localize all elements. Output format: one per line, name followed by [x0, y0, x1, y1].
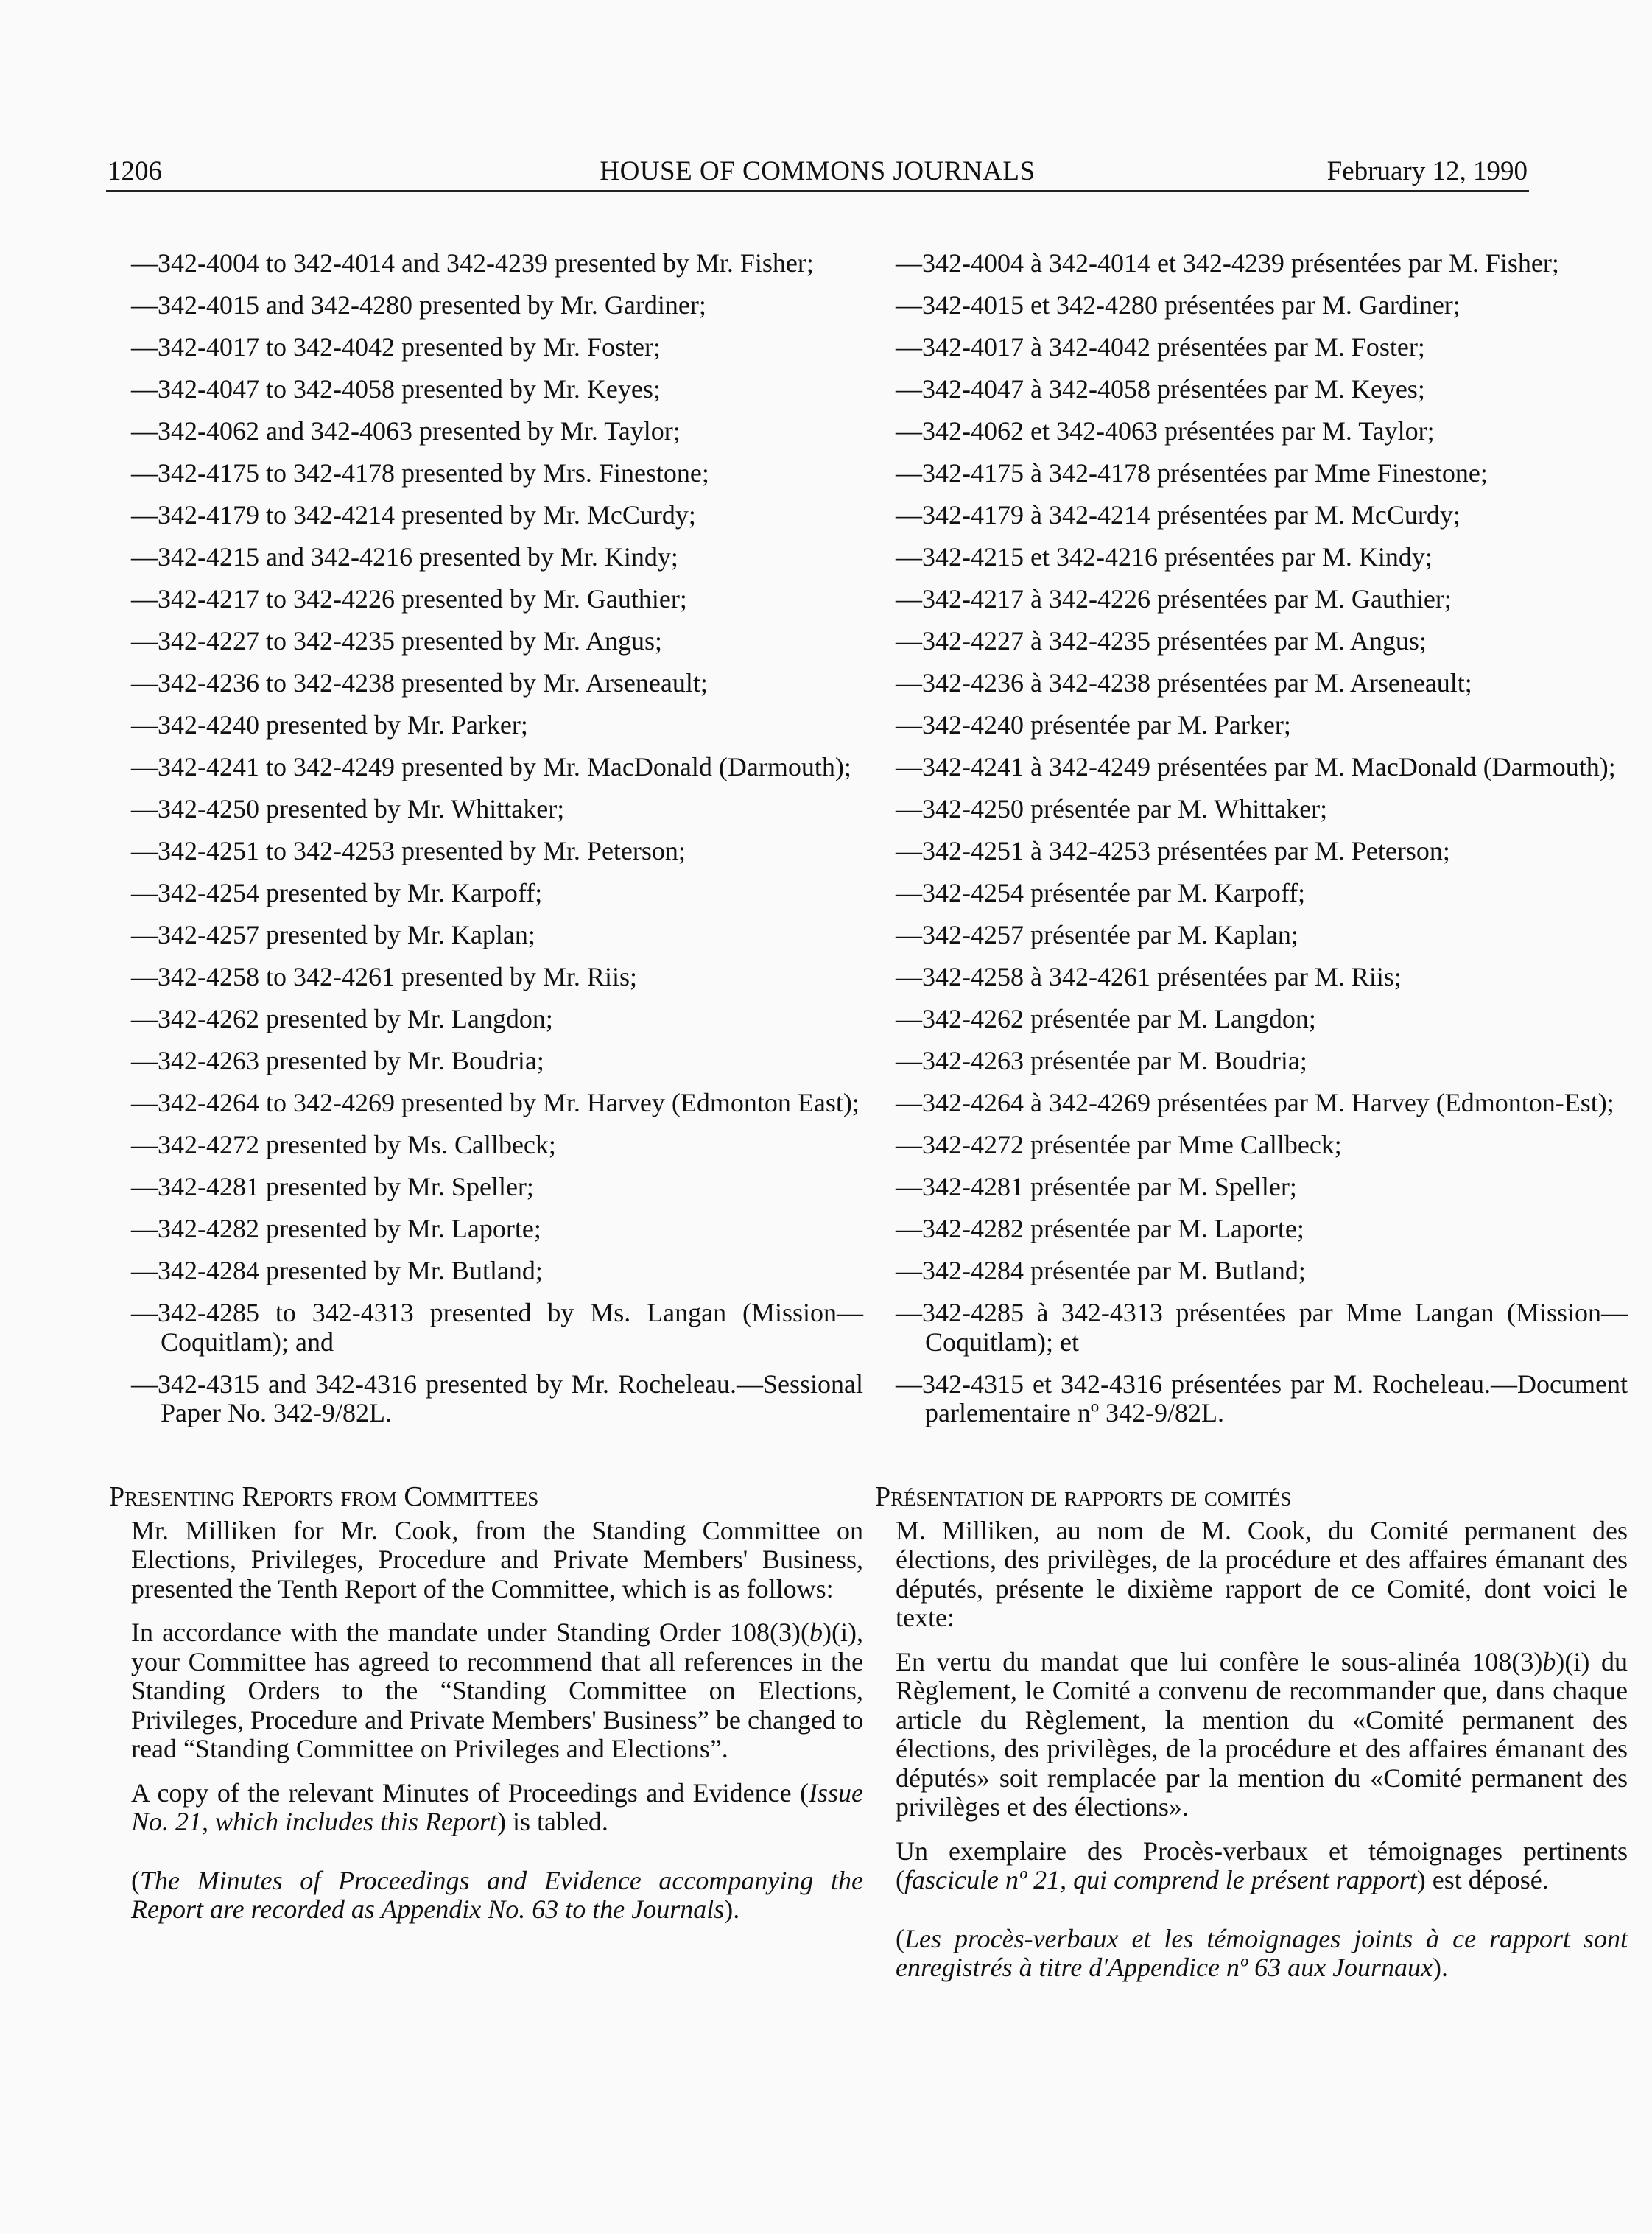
copy-text-start: A copy of the relevant Minutes of Proceedings and Evidence (: [131, 1777, 809, 1808]
list-item: —342-4240 presented by Mr. Parker;: [131, 710, 528, 740]
list-item: —342-4062 et 342-4063 présentées par M. Taylor;: [896, 416, 1435, 446]
list-item: —342-4282 presented by Mr. Laporte;: [131, 1214, 541, 1243]
list-item: —342-4250 presented by Mr. Whittaker;: [131, 794, 565, 823]
mandate-paragraph-english: [131, 1618, 863, 1764]
list-item: —342-4217 à 342-4226 présentées par M. Gauthier;: [896, 584, 1452, 614]
list-item: —342-4284 présentée par M. Butland;: [896, 1256, 1306, 1285]
list-item: —342-4251 à 342-4253 présentées par M. Peterson;: [896, 836, 1450, 865]
copy-text-end: ) est déposé.: [1416, 1865, 1549, 1894]
list-item: —342-4254 presented by Mr. Karpoff;: [131, 878, 543, 907]
journal-title: HOUSE OF COMMONS JOURNALS: [600, 156, 1036, 186]
copy-tabled-paragraph-english: [131, 1779, 863, 1837]
note-close: ).: [1433, 1953, 1449, 1982]
list-item: —342-4285 à 342-4313 présentées par Mme Langan (Mission—Coquitlam); et: [896, 1298, 1628, 1357]
english-column: [109, 248, 863, 1939]
list-item: —342-4241 à 342-4249 présentées par M. MacDonald (Darmouth);: [896, 752, 1616, 781]
list-item: —342-4251 to 342-4253 presented by Mr. Peterson;: [131, 836, 686, 865]
list-item: —342-4227 to 342-4235 presented by Mr. Angus;: [131, 626, 662, 656]
list-item: —342-4258 à 342-4261 présentées par M. Riis;: [896, 962, 1402, 991]
list-item: —342-4262 presented by Mr. Langdon;: [131, 1004, 553, 1033]
copy-text-italic: Issue No. 21, which includes this Report: [131, 1777, 863, 1836]
note-open: (: [131, 1865, 140, 1895]
list-item: —342-4015 and 342-4280 presented by Mr. Gardiner;: [131, 290, 706, 320]
list-item: —342-4227 à 342-4235 présentées par M. Angus;: [896, 626, 1427, 656]
intro-paragraph-french: M. Milliken, au nom de M. Cook, du Comité permanent des élections, des privilèges, de la procédure et des affaires émanant des députés, présente le dixième rapport de ce Comité, dont voici le texte:: [896, 1515, 1628, 1632]
list-item: —342-4215 and 342-4216 presented by Mr. Kindy;: [131, 542, 678, 572]
list-item: —342-4250 présentée par M. Whittaker;: [896, 794, 1328, 823]
appendix-note-english: [131, 1866, 863, 1925]
list-item: —342-4257 presented by Mr. Kaplan;: [131, 920, 535, 949]
mandate-text-end: )(i) du Règlement, le Comité a convenu de recommander que, dans chaque article du Règlement, la mention du «Comité permanent des élections, des privilèges, de la procédure et des affaires émanant des députés» soit remplacée par la mention du «Comité permanent des privilèges et des élections».: [896, 1646, 1628, 1822]
page-number: 1206: [108, 156, 162, 186]
section-heading-english: Presenting Reports from Committees: [109, 1480, 539, 1512]
list-item: —342-4285 to 342-4313 presented by Ms. Langan (Mission—Coquitlam); and: [131, 1298, 863, 1357]
petition-list-english: [131, 249, 863, 1428]
french-column: [875, 248, 1628, 1998]
list-item: —342-4281 presented by Mr. Speller;: [131, 1172, 534, 1201]
list-item: —342-4281 présentée par M. Speller;: [896, 1172, 1297, 1201]
mandate-text-italic: b: [809, 1617, 823, 1647]
section-heading-french: Présentation de rapports de comités: [875, 1480, 1292, 1512]
mandate-paragraph-french: [896, 1648, 1628, 1822]
intro-paragraph-english: Mr. Milliken for Mr. Cook, from the Standing Committee on Elections, Privileges, Procedure and Private Members' Business, presented the Tenth Report of the Committee, which is as follows:: [131, 1515, 863, 1604]
list-item: —342-4264 to 342-4269 presented by Mr. Harvey (Edmonton East);: [131, 1088, 860, 1117]
list-item: —342-4263 presented by Mr. Boudria;: [131, 1046, 544, 1075]
list-item: —342-4240 présentée par M. Parker;: [896, 710, 1291, 740]
mandate-text-italic: b: [1542, 1646, 1556, 1676]
petition-list-french: [896, 249, 1628, 1428]
list-item: —342-4315 et 342-4316 présentées par M. Rocheleau.—Document parlementaire nº 342-9/82L.: [896, 1369, 1628, 1427]
list-item: —342-4004 à 342-4014 et 342-4239 présentées par M. Fisher;: [896, 248, 1559, 278]
list-item: —342-4263 présentée par M. Boudria;: [896, 1046, 1307, 1075]
list-item: —342-4236 à 342-4238 présentées par M. Arseneault;: [896, 668, 1472, 698]
list-item: —342-4175 à 342-4178 présentées par Mme Finestone;: [896, 458, 1488, 488]
list-item: —342-4015 et 342-4280 présentées par M. Gardiner;: [896, 290, 1461, 320]
list-item: —342-4254 présentée par M. Karpoff;: [896, 878, 1306, 907]
note-close: ).: [724, 1894, 740, 1924]
list-item: —342-4258 to 342-4261 presented by Mr. Riis;: [131, 962, 637, 991]
list-item: —342-4062 and 342-4063 presented by Mr. Taylor;: [131, 416, 681, 446]
list-item: —342-4282 présentée par M. Laporte;: [896, 1214, 1304, 1243]
appendix-note-french: [896, 1925, 1628, 1983]
list-item: —342-4241 to 342-4249 presented by Mr. MacDonald (Darmouth);: [131, 752, 851, 781]
list-item: —342-4217 to 342-4226 presented by Mr. Gauthier;: [131, 584, 687, 614]
mandate-text-start: En vertu du mandat que lui confère le sous-alinéa 108(3): [896, 1646, 1543, 1676]
list-item: —342-4264 à 342-4269 présentées par M. Harvey (Edmonton-Est);: [896, 1088, 1614, 1117]
copy-text-end: ) is tabled.: [496, 1807, 608, 1836]
list-item: —342-4272 présentée par Mme Callbeck;: [896, 1130, 1342, 1159]
copy-text-start: Un exemplaire des Procès-verbaux et témoignages pertinents (: [896, 1836, 1628, 1894]
list-item: —342-4262 présentée par M. Langdon;: [896, 1004, 1316, 1033]
list-item: —342-4272 presented by Ms. Callbeck;: [131, 1130, 556, 1159]
list-item: —342-4257 présentée par M. Kaplan;: [896, 920, 1298, 949]
list-item: —342-4179 to 342-4214 presented by Mr. McCurdy;: [131, 500, 696, 530]
list-item: —342-4315 and 342-4316 presented by Mr. Rocheleau.—Sessional Paper No. 342-9/82L.: [131, 1369, 863, 1427]
list-item: —342-4004 to 342-4014 and 342-4239 presented by Mr. Fisher;: [131, 248, 814, 278]
list-item: —342-4236 to 342-4238 presented by Mr. Arseneault;: [131, 668, 708, 698]
copy-text-italic: fascicule nº 21, qui comprend le présent rapport: [904, 1865, 1417, 1894]
copy-tabled-paragraph-french: [896, 1837, 1628, 1895]
note-text: The Minutes of Proceedings and Evidence accompanying the Report are recorded as Appendix No. 63 to the Journals: [131, 1865, 863, 1924]
list-item: —342-4215 et 342-4216 présentées par M. Kindy;: [896, 542, 1433, 572]
list-item: —342-4047 à 342-4058 présentées par M. Keyes;: [896, 374, 1425, 404]
list-item: —342-4017 à 342-4042 présentées par M. Foster;: [896, 332, 1425, 362]
list-item: —342-4284 presented by Mr. Butland;: [131, 1256, 543, 1285]
note-text: Les procès-verbaux et les témoignages joints à ce rapport sont enregistrés à titre d'Appendice nº 63 aux Journaux: [896, 1923, 1628, 1982]
mandate-text-start: In accordance with the mandate under Standing Order 108(3)(: [131, 1617, 810, 1647]
note-open: (: [896, 1923, 904, 1953]
list-item: —342-4017 to 342-4042 presented by Mr. Foster;: [131, 332, 661, 362]
list-item: —342-4175 to 342-4178 presented by Mrs. Finestone;: [131, 458, 709, 488]
list-item: —342-4179 à 342-4214 présentées par M. McCurdy;: [896, 500, 1461, 530]
page-header: [106, 153, 1529, 192]
page-date: February 12, 1990: [1326, 156, 1528, 186]
mandate-text-end: )(i), your Committee has agreed to recommend that all references in the Standing Orders to the “Standing Committee on Elections, Privileges, Procedure and Private Members' Business” be changed to read “Standing Committee on Privileges and Elections”.: [131, 1617, 863, 1763]
list-item: —342-4047 to 342-4058 presented by Mr. Keyes;: [131, 374, 661, 404]
